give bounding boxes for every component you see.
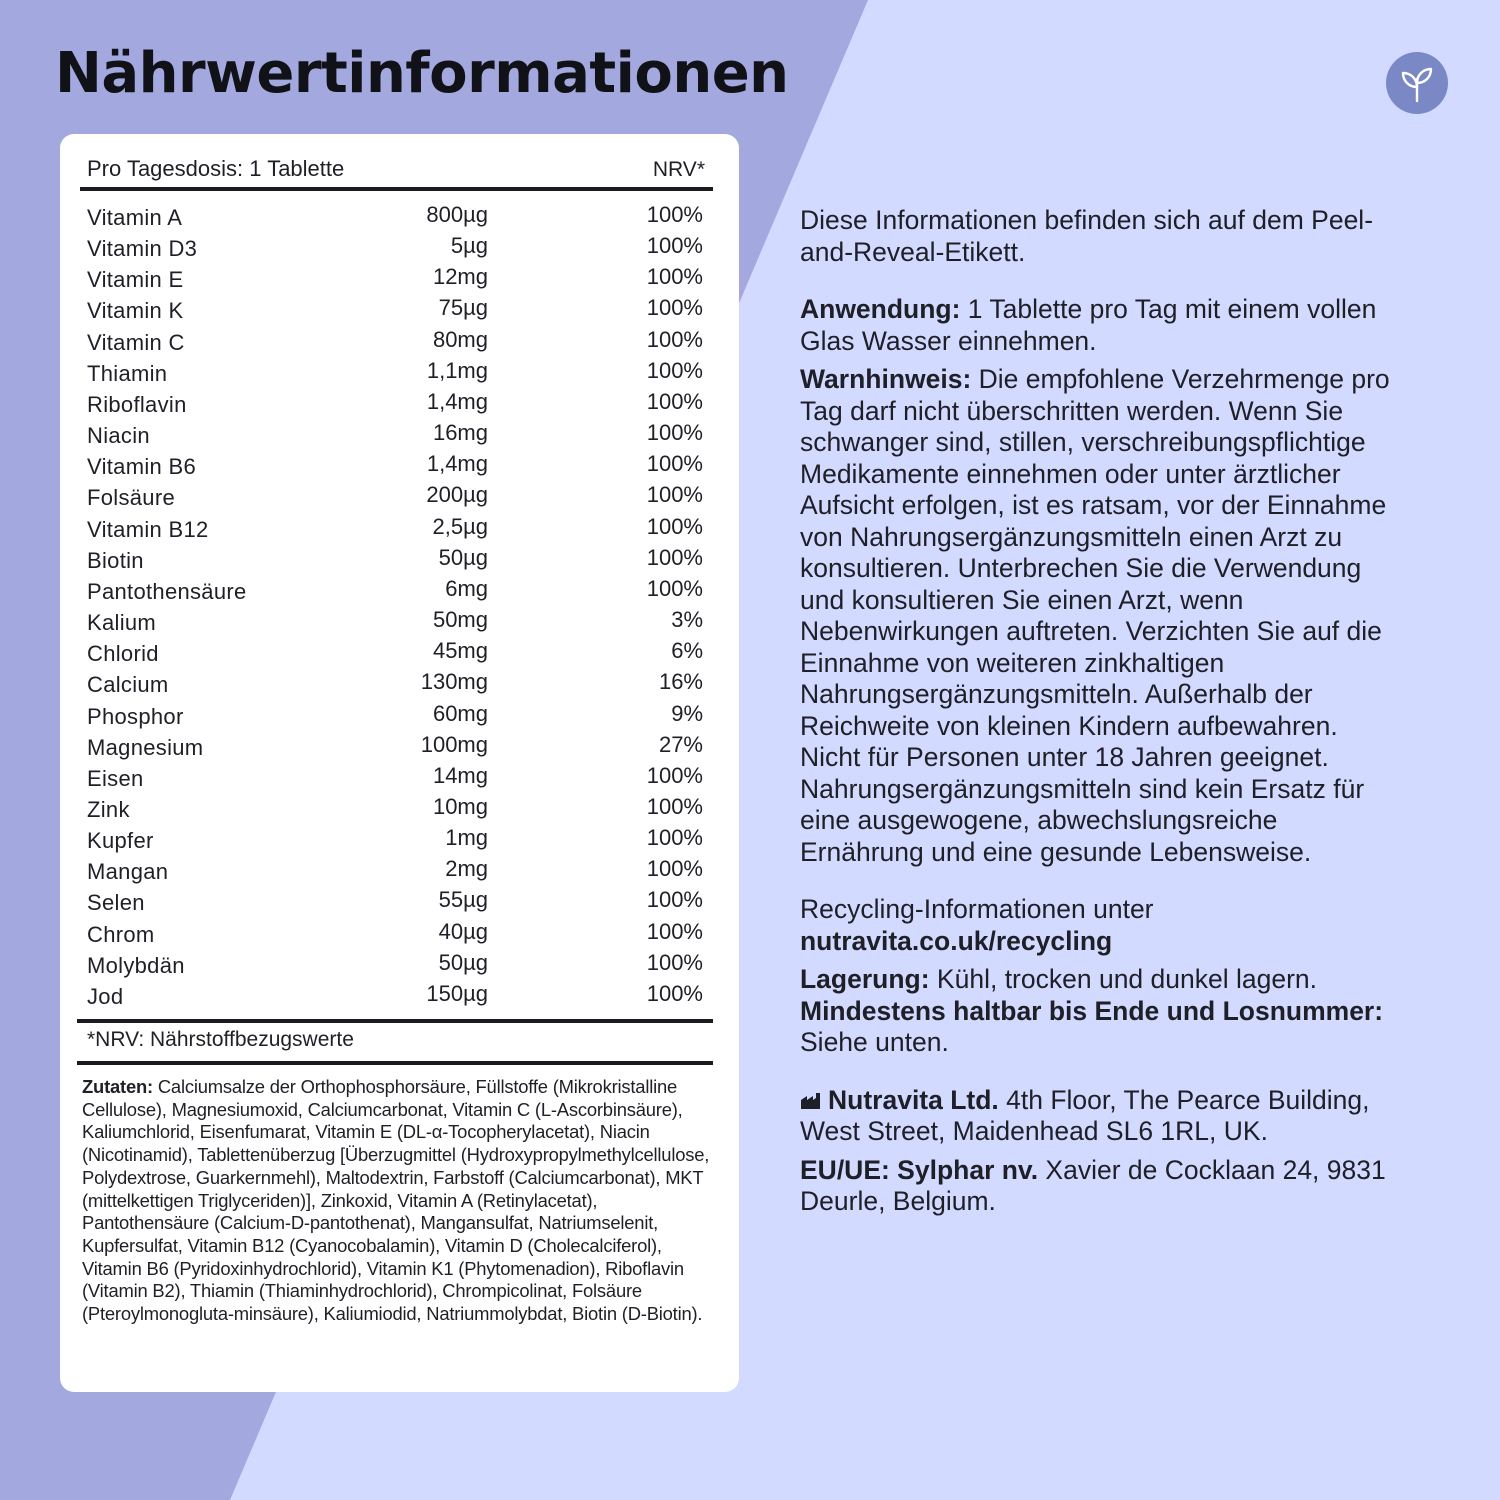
table-row: [87, 449, 705, 480]
nutrient-amount: 150µg: [426, 980, 488, 1006]
nutrient-amount: 50µg: [438, 544, 488, 570]
nrv-footnote: *NRV: Nährstoffbezugswerte: [87, 1028, 354, 1051]
table-row: [87, 512, 705, 543]
header-divider: [80, 187, 713, 191]
manufacturer-paragraph: [800, 1085, 1400, 1148]
nutrient-name: Chlorid: [87, 641, 159, 667]
table-row: [87, 979, 705, 1010]
nutrient-name: Kalium: [87, 610, 157, 636]
nutrient-nrv: 100%: [646, 295, 703, 321]
nutrient-nrv: 100%: [646, 233, 703, 259]
table-row: [87, 699, 705, 730]
nutrient-nrv: 100%: [646, 420, 703, 446]
warning-text: Die empfohlene Verzehrmenge pro Tag darf nicht überschritten werden. Wenn Sie schwanger sind, stillen, verschreibungspflichtige Medikamente einnehmen oder unter ärztlicher Aufsicht erfolgen, ist es ratsam, vor der Einnahme von Nahrungsergänzungsmitteln einen Arzt zu konsultieren. Unterbrechen Sie die Verwendung und konsultieren Sie einen Arzt, wenn Nebenwirkungen auftreten. Verzichten Sie auf die Einnahme von weiteren zinkhaltigen Nahrungsergänzungsmitteln. Außerhalb der Reichweite von kleinen Kindern aufbewahren. Nicht für Personen unter 18 Jahren geeignet. Nahrungsergänzungsmitteln sind kein Ersatz für eine ausgewogene, abwechslungsreiche Ernährung und eine gesunde Lebensweise.: [800, 364, 1390, 867]
nutrient-name: Molybdän: [87, 952, 185, 978]
nutrient-nrv: 9%: [671, 700, 703, 726]
table-row: [87, 293, 705, 324]
nutrition-table: [87, 200, 705, 1010]
nutrient-amount: 80mg: [432, 326, 488, 352]
nutrient-nrv: 100%: [646, 887, 703, 913]
page-title: Nährwertinformationen: [55, 41, 789, 106]
table-row: [87, 667, 705, 698]
nutrient-name: Calcium: [87, 672, 169, 698]
nutrient-name: Vitamin K: [87, 298, 184, 324]
table-row: [87, 480, 705, 511]
nutrient-name: Vitamin C: [87, 329, 185, 355]
table-row: [87, 387, 705, 418]
nutrient-name: Eisen: [87, 765, 144, 791]
manufacturer-address: 4th Floor, The Pearce Building, West Street, Maidenhead SL6 1RL, UK.: [800, 1084, 1370, 1146]
nutrient-name: Jod: [87, 983, 124, 1009]
nutrient-amount: 50µg: [438, 949, 488, 975]
nutrient-name: Chrom: [87, 921, 155, 947]
nutrient-amount: 1,4mg: [426, 388, 488, 414]
eu-representative-paragraph: [800, 1155, 1400, 1218]
storage-paragraph: [800, 964, 1400, 1059]
nutrient-nrv: 100%: [646, 575, 703, 601]
nutrient-amount: 1mg: [445, 825, 488, 851]
nutrient-name: Mangan: [87, 859, 169, 885]
nutrient-nrv: 6%: [671, 638, 703, 664]
nutrient-name: Vitamin E: [87, 267, 184, 293]
usage-label: Anwendung:: [800, 294, 961, 324]
table-row: [87, 823, 705, 854]
recycling-paragraph: [800, 894, 1400, 957]
table-row: [87, 605, 705, 636]
nutrient-amount: 6mg: [445, 575, 488, 601]
nutrient-nrv: 100%: [646, 856, 703, 882]
nutrient-name: Phosphor: [87, 703, 184, 729]
nutrient-nrv: 100%: [646, 451, 703, 477]
table-bottom-divider: [77, 1019, 713, 1023]
nutrient-name: Vitamin B6: [87, 454, 196, 480]
table-row: [87, 917, 705, 948]
ingredients-list: Calciumsalze der Orthophosphorsäure, Füllstoffe (Mikrokristalline Cellulose), Magnesiumoxid, Calciumcarbonat, Vitamin C (L-Ascorbinsäure), Kaliumchlorid, Eisenfumarat, Vitamin E (DL-α-Tocopherylacetat), Niacin (Nicotinamid), Tablettenüberzug [Überzugmittel (Hydroxypropylmethylcellulose, Polydextrose, Guarkernmehl), Maltodextrin, Farbstoff (Calciumcarbonat), MKT (mittelkettigen Triglyceriden)], Zinkoxid, Vitamin A (Retinylacetat), Pantothensäure (Calcium-D-pantothenat), Mangansulfat, Natriumselenit, Kupfersulfat, Vitamin B12 (Cyanocobalamin), Vitamin D (Cholecalciferol), Vitamin B6 (Pyridoxinhydrochlorid), Vitamin K1 (Phytomenadion), Riboflavin (Vitamin B2), Thiamin (Thiaminhydrochlorid), Chrompicolinat, Folsäure (Pteroylmonogluta-minsäure), Kaliumiodid, Natriummolybdat, Biotin (D-Biotin).: [82, 1076, 710, 1325]
nutrient-name: Niacin: [87, 423, 150, 449]
recycling-link[interactable]: nutravita.co.uk/recycling: [800, 925, 1113, 956]
manufacturer-name: Nutravita Ltd.: [828, 1084, 999, 1115]
nutrient-nrv: 100%: [646, 544, 703, 570]
nutrient-amount: 1,4mg: [426, 451, 488, 477]
table-row: [87, 325, 705, 356]
nutrient-amount: 5µg: [450, 233, 488, 259]
table-row: [87, 761, 705, 792]
nutrient-nrv: 100%: [646, 513, 703, 539]
nutrient-nrv: 100%: [646, 980, 703, 1006]
table-row: [87, 792, 705, 823]
table-row: [87, 636, 705, 667]
nutrient-amount: 16mg: [432, 420, 488, 446]
eu-representative-address: Xavier de Cocklaan 24, 9831 Deurle, Belgium.: [800, 1154, 1386, 1216]
footnote-divider: [77, 1061, 713, 1065]
nutrient-nrv: 3%: [671, 607, 703, 633]
usage-text: 1 Tablette pro Tag mit einem vollen Glas Wasser einnehmen.: [800, 294, 1377, 356]
nutrient-name: Pantothensäure: [87, 578, 247, 604]
nutrient-nrv: 27%: [658, 731, 703, 757]
table-row: [87, 543, 705, 574]
recycling-text: Recycling-Informationen unter: [800, 894, 1154, 924]
nutrient-nrv: 100%: [646, 264, 703, 290]
nutrient-name: Thiamin: [87, 360, 168, 386]
nutrient-nrv: 100%: [646, 482, 703, 508]
nutrient-nrv: 100%: [646, 825, 703, 851]
nutrient-nrv: 100%: [646, 918, 703, 944]
table-row: [87, 356, 705, 387]
nutrient-name: Vitamin D3: [87, 236, 198, 262]
table-row: [87, 418, 705, 449]
nutrient-amount: 1,1mg: [426, 357, 488, 383]
nutrient-amount: 50mg: [432, 607, 488, 633]
storage-text: Kühl, trocken und dunkel lagern.: [929, 964, 1318, 994]
nutrient-nrv: 100%: [646, 388, 703, 414]
nutrient-amount: 40µg: [438, 918, 488, 944]
warning-paragraph: [800, 364, 1400, 868]
best-before-label: Mindestens haltbar bis Ende und Losnummer:: [800, 995, 1384, 1026]
ingredients-label: Zutaten:: [82, 1076, 153, 1097]
nutrient-amount: 200µg: [426, 482, 488, 508]
storage-label: Lagerung:: [800, 964, 930, 994]
nutrient-name: Zink: [87, 796, 130, 822]
nutrient-amount: 60mg: [432, 700, 488, 726]
usage-paragraph: [800, 294, 1400, 357]
nutrient-amount: 14mg: [432, 762, 488, 788]
intro-text: Diese Informationen befinden sich auf dem Peel-and-Reveal-Etikett.: [800, 205, 1374, 267]
table-row: [87, 948, 705, 979]
table-row: [87, 730, 705, 761]
nutrient-nrv: 100%: [646, 326, 703, 352]
nutrient-name: Selen: [87, 890, 145, 916]
eu-representative-label: EU/UE: Sylphar nv.: [800, 1154, 1039, 1185]
nutrient-name: Riboflavin: [87, 391, 187, 417]
nrv-column-header: NRV*: [652, 158, 705, 181]
nutrient-amount: 45mg: [432, 638, 488, 664]
nutrient-amount: 100mg: [420, 731, 488, 757]
nutrient-nrv: 100%: [646, 202, 703, 227]
nutrient-amount: 55µg: [438, 887, 488, 913]
nutrient-amount: 12mg: [432, 264, 488, 290]
table-row: [87, 574, 705, 605]
product-info-column: [800, 205, 1400, 1218]
ingredients-text: [82, 1076, 724, 1326]
table-row: [87, 262, 705, 293]
factory-icon: [800, 1092, 822, 1110]
nutrient-amount: 800µg: [426, 202, 488, 227]
table-row: [87, 854, 705, 885]
nutrient-name: Magnesium: [87, 734, 204, 760]
nutrient-amount: 10mg: [432, 793, 488, 819]
nutrient-amount: 2mg: [445, 856, 488, 882]
nutrient-name: Biotin: [87, 547, 144, 573]
nutrient-name: Folsäure: [87, 485, 175, 511]
nutrient-nrv: 100%: [646, 762, 703, 788]
nutrient-nrv: 16%: [658, 669, 703, 695]
nutrient-name: Vitamin B12: [87, 516, 209, 542]
nutrient-name: Vitamin A: [87, 205, 183, 230]
serving-size-label: Pro Tagesdosis: 1 Tablette: [87, 156, 345, 181]
table-row: [87, 231, 705, 262]
table-row: [87, 885, 705, 916]
nutrient-name: Kupfer: [87, 828, 154, 854]
nutrition-card: [60, 134, 739, 1392]
nutrient-amount: 75µg: [438, 295, 488, 321]
nutrient-amount: 130mg: [420, 669, 488, 695]
table-row: [87, 200, 705, 231]
nutrient-nrv: 100%: [646, 793, 703, 819]
leaf-sprout-icon: [1386, 52, 1448, 114]
best-before-text: Siehe unten.: [800, 1027, 949, 1057]
warning-label: Warnhinweis:: [800, 364, 972, 394]
nutrient-amount: 2,5µg: [432, 513, 488, 539]
nutrient-nrv: 100%: [646, 949, 703, 975]
nutrient-nrv: 100%: [646, 357, 703, 383]
